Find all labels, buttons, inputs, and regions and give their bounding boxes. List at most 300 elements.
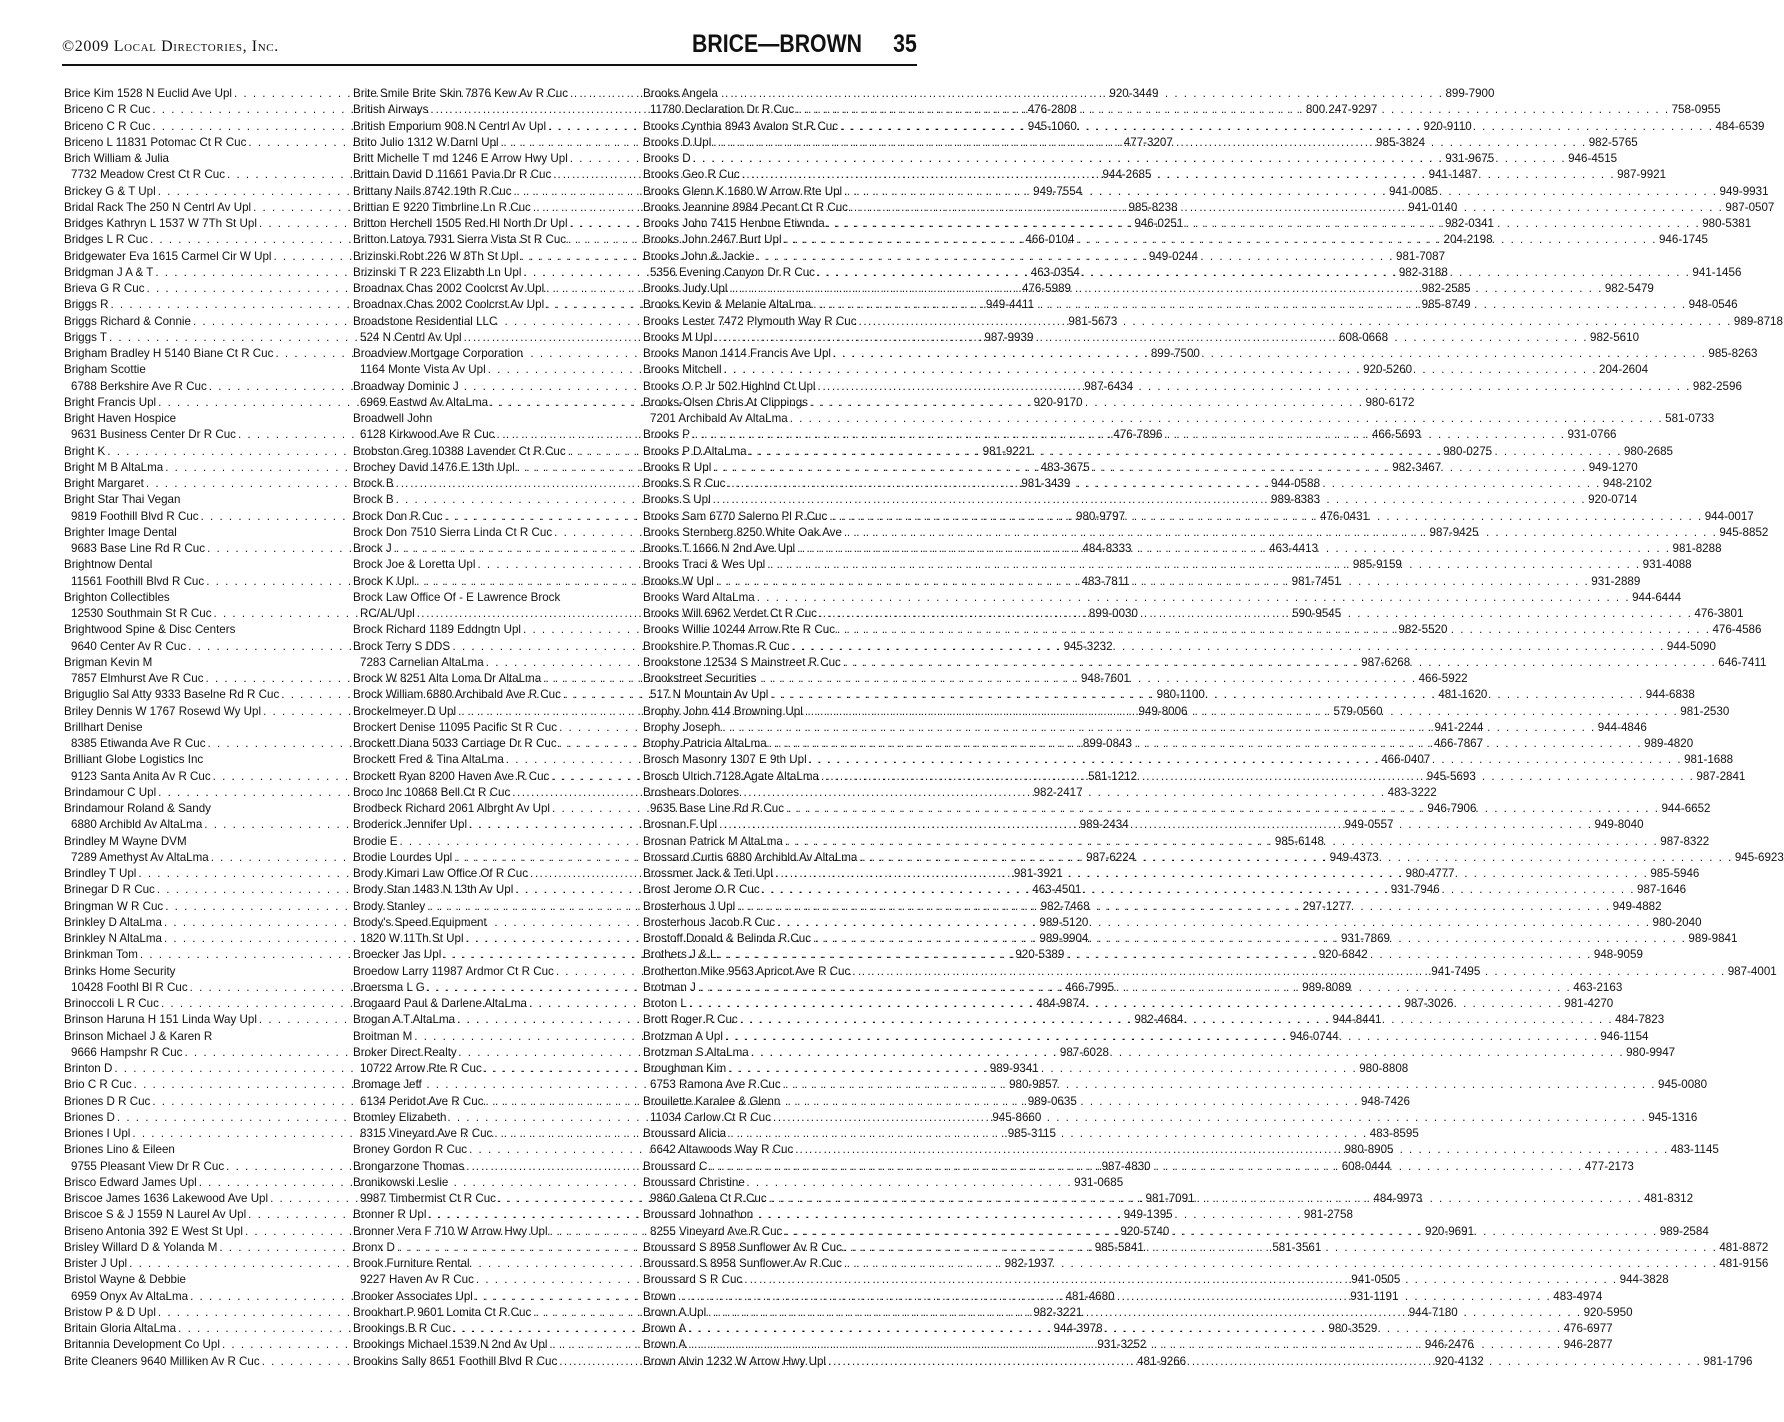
listing-phone: 949-4411 (985, 298, 1035, 312)
listing-phone: 944-3828 (1619, 1273, 1669, 1287)
listing-phone: 945-3232 (1063, 639, 1113, 653)
listing-phone: 980-0275 (1443, 444, 1493, 458)
listing-phone: 989-8718 (1733, 314, 1783, 328)
listing-phone: 949-4882 (1612, 899, 1662, 913)
listing-phone: 463-2163 (1573, 980, 1623, 994)
listing-name: Brooks M Upl (643, 330, 713, 344)
listing-name: Brizinski Robt 226 W 8Th St Upl (353, 249, 519, 263)
listing-phone: 800 247-9297 (1305, 103, 1378, 117)
listing-heading: Brouilette Karalee & Glenn (643, 1094, 781, 1108)
leader-dots (773, 1110, 1646, 1126)
listing-name: Brooks P D AltaLma (643, 444, 747, 458)
leader-dots (819, 606, 1692, 622)
leader-dots (837, 622, 1710, 638)
listing-phone: 989-0635 (1027, 1094, 1077, 1108)
listing-phone: 899-7900 (1445, 87, 1495, 100)
listing-name: Brooks O P Jr 502 Highlnd Ct Upl (643, 379, 816, 393)
listing-phone: 944-6838 (1645, 688, 1695, 702)
listing-phone: 982-5479 (1604, 282, 1654, 295)
listing-name: 1164 Monte Vista Av Upl (360, 363, 486, 377)
listing-heading: Broughman Kim (643, 1062, 727, 1075)
listing-name: Brookstone 12534 S Mainstreet R Cuc (643, 655, 841, 669)
listing-phone: 980-9947 (1626, 1045, 1676, 1059)
listing-name: Brooks Willie 10244 Arrow Rte R Cuc (643, 623, 836, 637)
listing-phone: 989-5120 (1039, 915, 1089, 929)
listing-heading: Brighter Image Dental (64, 525, 177, 539)
listing-name: Bridges Kathryn L 1537 W 7Th St Upl (64, 217, 257, 230)
leader-dots (744, 1272, 1617, 1288)
listing-phone: 920-9110 (1423, 119, 1472, 133)
listing-phone: 920-5740 (1120, 1224, 1170, 1238)
listing-name: Brosterhous Jacob R Cuc (643, 915, 776, 929)
listing-name: 7857 Elmhurst Ave R Cuc (71, 672, 204, 685)
listing-phone: 581-1212 (1088, 769, 1138, 783)
listing-phone: 948-9059 (1593, 948, 1643, 962)
listing-phone: 944-2685 (1102, 168, 1152, 182)
leader-dots (722, 720, 1595, 736)
listing-phone: 949-0557 (1344, 818, 1394, 832)
leader-dots (729, 281, 1602, 297)
listing-phone: 944-6444 (1632, 590, 1682, 604)
listing-name: Briones D (64, 1110, 115, 1124)
leader-dots (713, 460, 1586, 476)
leader-dots (708, 1305, 1581, 1321)
listing-phone: 941-0085 (1388, 184, 1438, 198)
listing-phone: 944-7180 (1408, 1305, 1458, 1319)
listing-phone: 985-5841 (1094, 1240, 1144, 1254)
listing-name: Bronner Vera F 710 W Arrow Hwy Upl (353, 1224, 548, 1238)
listing-phone: 982-3467 (1392, 460, 1442, 474)
listing-phone: 476-0431 (1319, 509, 1369, 523)
listing-phone: 981-7091 (1145, 1192, 1195, 1205)
listing-phone: 946-2877 (1563, 1338, 1613, 1352)
listing-phone: 949-0244 (1148, 249, 1198, 263)
listing-name: Brock W 8251 Alta Loma Dr AltaLma (353, 672, 542, 685)
listing-name: Brosterhous J Upl (643, 899, 736, 913)
listing-phone: 945-1316 (1648, 1110, 1698, 1124)
listing-name: Briley Dennis W 1767 Rosewd Wy Upl (64, 704, 262, 718)
leader-dots (805, 704, 1678, 720)
listing-name: Britain Gloria AltaLma (64, 1322, 177, 1335)
listing-phone: 949-7554 (1033, 184, 1083, 198)
listing-name: 7732 Meadow Crest Ct R Cuc (71, 168, 226, 182)
listing-phone: 987-8322 (1660, 834, 1710, 848)
leader-dots (786, 801, 1659, 817)
listing-name: Brookshire P Thomas R Cuc (643, 639, 790, 653)
listing-name: Brooks T 1666 N 2nd Ave Upl (643, 542, 796, 555)
listing-phone: 758-0955 (1671, 103, 1721, 117)
listing-name: 9635 Base Line Rd R Cuc (650, 802, 785, 815)
listing-phone: 987-2841 (1696, 769, 1746, 783)
listing-phone: 982-2417 (1033, 785, 1083, 799)
listing-phone: 931-0766 (1567, 428, 1617, 442)
listing-name: Brooks Jeannine 8984 Pecant Ct R Cuc (643, 200, 848, 214)
listing-phone: 946-1745 (1658, 233, 1708, 247)
listing-name: Brophy Joseph (643, 720, 721, 734)
listing-phone: 608-0668 (1339, 330, 1389, 344)
listing-heading: Brilliant Globe Logistics Inc (64, 753, 204, 767)
listing-phone: 980-8808 (1359, 1062, 1409, 1075)
listing-phone: 982-1937 (1004, 1257, 1054, 1270)
listing-name: Bridgewater Eva 1615 Carmel Cir W Upl (64, 249, 272, 263)
leader-dots (844, 1240, 1717, 1256)
listing-phone: 941-1487 (1428, 168, 1478, 182)
listing-name: Brockert Denise 11095 Pacific St R Cuc (353, 720, 558, 734)
listing-heading: Bright Star Thai Vegan (64, 493, 181, 507)
listing-heading: Brindamour Roland & Sandy (64, 802, 211, 815)
listing-phone: 989-8383 (1271, 493, 1321, 507)
listing-name: 9683 Base Line Rd R Cuc (71, 542, 206, 555)
leader-dots (494, 1126, 1367, 1142)
leader-dots (828, 1354, 1701, 1370)
listing-name: Brittany Nails 8742 19th R Cuc (353, 184, 512, 198)
leader-dots (775, 866, 1648, 882)
listing-phone: 981-7087 (1396, 249, 1446, 263)
leader-dots (199, 1175, 1072, 1191)
listing-phone: 483-1145 (1670, 1143, 1719, 1157)
listing-name: Brown A (643, 1322, 687, 1335)
listing-name: Brooks D Upl (643, 135, 712, 149)
listing-heading: Brooks-Olsen Chris At Clippings (643, 395, 808, 409)
listing-phone: 931-7946 (1390, 883, 1440, 897)
listing-name: Brooks John 2467 Burt Upl (643, 233, 782, 247)
listing-phone: 920-4132 (1434, 1354, 1484, 1368)
leader-dots (715, 330, 1588, 346)
listing-heading: Brinson Michael J & Karen R (64, 1029, 213, 1043)
listing-phone: 987-6268 (1361, 655, 1411, 669)
listing-phone: 981-9221 (982, 444, 1032, 458)
leader-dots (725, 1029, 1598, 1045)
listing-name: Bridgman J A & T (64, 265, 154, 279)
listing-phone: 920-6842 (1318, 948, 1368, 962)
listing-phone: 581-3561 (1272, 1240, 1322, 1254)
listing-name: 12530 Southmain St R Cuc (71, 607, 212, 620)
leader-dots (813, 297, 1686, 313)
listing-phone: 987-4001 (1727, 964, 1777, 978)
listing-name: Brongarzone Thomas (353, 1159, 465, 1173)
listing-phone: 987-6434 (1084, 379, 1134, 393)
listing-heading: Bromley Elizabeth (353, 1110, 447, 1124)
listing-name: Brockelmeyer D Upl (353, 704, 457, 718)
listing-phone: 484-6539 (1715, 119, 1765, 133)
listing-name: Brown (643, 1289, 676, 1303)
listing-name: Broadnax Chas 2002 Coolcrst Av Upl (353, 298, 545, 312)
listing-phone: 949-1395 (1123, 1208, 1173, 1222)
listing-phone: 981-3921 (1013, 867, 1063, 880)
listing-heading: Briones Lino & Eileen (64, 1143, 175, 1157)
listing-name: Briscoe S & J 1559 N Laurel Av Upl (64, 1208, 247, 1222)
listing-phone: 985-6148 (1274, 834, 1324, 848)
listing-name: 10428 Foothl Bl R Cuc (71, 980, 188, 994)
leader-dots (769, 736, 1642, 752)
listing-phone: 982-2596 (1692, 379, 1742, 393)
listing-name: Brookings B R Cuc (353, 1322, 451, 1335)
listing-name: Broussard S R Cuc (643, 1273, 743, 1287)
listing-name: Britton Herchell 1505 Red Hl North Dr Upl (353, 217, 568, 230)
listing-phone: 931-1191 (1350, 1289, 1399, 1303)
listing-phone: 945-8660 (992, 1110, 1042, 1124)
listing-name: Bringman W R Cuc (64, 899, 164, 913)
leader-dots (790, 411, 1663, 427)
listing-name: Brigham Bradley H 5140 Biane Ct R Cuc (64, 347, 274, 360)
listing-name: Brown A (643, 1338, 687, 1352)
leader-dots (797, 541, 1670, 557)
listing-phone: 980-4777 (1405, 867, 1455, 880)
listing-phone: 476-7896 (1113, 428, 1163, 442)
listing-name: Broussard C (643, 1159, 708, 1173)
listing-phone: 941-7495 (1431, 964, 1481, 978)
listing-phone: 920-5389 (1015, 948, 1065, 962)
leader-dots (740, 1012, 1613, 1028)
listing-name: Briguglio Sal Atty 9333 Baselne Rd R Cuc (64, 688, 280, 702)
leader-dots (767, 557, 1640, 573)
listing-name: Brooks Will 6962 Verdet Ct R Cuc (643, 607, 817, 620)
listing-phone: 204-2198 (1443, 233, 1493, 247)
listing-phone: 948-2102 (1602, 477, 1652, 490)
listing-phone: 484-8333 (1082, 542, 1132, 555)
listing-phone: 944-0017 (1704, 509, 1754, 523)
listing-name: Broitman M (353, 1029, 413, 1043)
listing-name: Broussard S 8958 Sunflower Av R Cuc (643, 1240, 842, 1254)
listing-name: Broadnax Chas 2002 Coolcrst Av Upl (353, 282, 545, 295)
listing-name: 11561 Foothill Blvd R Cuc (71, 574, 205, 588)
listing-phone: 944-8441 (1332, 1013, 1382, 1027)
listing-phone: 484-9973 (1373, 1192, 1423, 1205)
listing-name: Brooks Mitchell (643, 363, 722, 377)
listing-phone: 899-0030 (1088, 607, 1138, 620)
listing-name: Brossard Curtis 6880 Archibld Av AltaLma (643, 850, 858, 864)
listing-phone: 980-9797 (1076, 509, 1126, 523)
listing-heading: Brock Terry S DDS (353, 639, 451, 653)
listing-phone: 985-9159 (1352, 558, 1402, 572)
listing-phone: 945-1060 (1027, 119, 1077, 133)
listing-name: Brooks Sternberg 8250 White Oak Ave (643, 525, 842, 539)
listing-phone: 980-1100 (1156, 688, 1205, 702)
listing-heading: Brook Furniture Rental (353, 1257, 470, 1270)
listing-phone: 466-0104 (1025, 233, 1075, 247)
listing-phone: 481-8872 (1719, 1240, 1769, 1254)
listing-name: Brinkman Tom (64, 948, 138, 962)
listing-phone: 931-9675 (1445, 152, 1495, 165)
listing-name: Brock Don R Cuc (353, 509, 443, 523)
listing-phone: 920-9691 (1425, 1224, 1475, 1238)
leader-dots (817, 265, 1690, 281)
listing-name: Brooks Glenn K 1680 W Arrow Rte Upl (643, 184, 843, 198)
listing-name: Bright Margaret (64, 477, 144, 490)
listing-name: Brittain David D 11661 Pavia Dr R Cuc (353, 168, 552, 182)
listing-heading: Brinks Home Security (64, 964, 176, 978)
listing-name: Brossmer Jack & Teri Upl (643, 867, 773, 880)
listing-name: Brochey David 1476 E 13th Upl (353, 460, 515, 474)
listing-name: Brock K Upl (353, 574, 415, 588)
listing-name: Brophy Patricia AltaLma (643, 737, 767, 750)
listing-name: Brosch Ulrich 7128 Agate AltaLma (643, 769, 819, 783)
listing-phone: 581-0733 (1665, 412, 1715, 425)
listing-name: Brosch Masonry 1307 E 9th Upl (643, 753, 807, 767)
listing-name: Bridal Rack The 250 N Centrl Av Upl (64, 200, 252, 214)
leader-dots (777, 915, 1650, 931)
listing-phone: 899-7500 (1150, 347, 1200, 360)
leader-dots (716, 574, 1589, 590)
listing-phone: 944-6652 (1661, 802, 1711, 815)
listing-phone: 466-7995 (1065, 980, 1115, 994)
listing-heading: Brigman Kevin M (64, 655, 153, 669)
leader-dots (809, 752, 1682, 768)
listing-phone: 941-1456 (1692, 265, 1742, 279)
leader-dots (769, 1191, 1642, 1207)
listing-name: Bronner R Upl (353, 1208, 427, 1222)
listing-phone: 646-7411 (1718, 655, 1767, 669)
listing-name: Brock B (353, 493, 394, 507)
leader-dots (737, 899, 1610, 915)
listing-phone: 483-8595 (1369, 1127, 1419, 1140)
listing-name: Brock Richard 1189 Eddngtn Upl (353, 623, 521, 637)
leader-dots (843, 655, 1716, 671)
leader-dots (688, 1337, 1561, 1353)
listing-phone: 463-0354 (1030, 265, 1080, 279)
listing-name: Brock Don 7510 Sierra Linda Ct R Cuc (353, 525, 553, 539)
listing-heading: Broadstone Residential LLC (353, 314, 498, 328)
listing-phone: 987-6028 (1059, 1045, 1109, 1059)
listing-heading: Broshears Dolores (643, 785, 740, 799)
leader-dots (742, 167, 1615, 183)
leader-dots (840, 119, 1713, 135)
listing-phone: 981-1796 (1703, 1354, 1753, 1368)
leader-dots (859, 850, 1732, 866)
listing-name: Brooks D (643, 152, 691, 165)
leader-dots (724, 362, 1597, 378)
listing-name: Brooks Sam 6770 Salerno Pl R Cuc (643, 509, 828, 523)
listing-phone: 989-8089 (1302, 980, 1352, 994)
listing-name: Brooker Associates Upl (353, 1289, 473, 1303)
listing-name: Bright M B AltaLma (64, 460, 164, 474)
listing-phone: 982-7468 (1040, 899, 1090, 913)
leader-dots (693, 151, 1566, 167)
listing-name: 5356 Evening Canyon Dr R Cuc (650, 265, 815, 279)
listing-name: 7283 Carnelian AltaLma (360, 655, 484, 669)
listing-phone: 476-5989 (1021, 282, 1071, 295)
listing-name: Brock Joe & Loretta Upl (353, 558, 476, 572)
listing-phone: 483-4974 (1553, 1289, 1603, 1303)
listing-phone: 477-3207 (1123, 135, 1173, 149)
listing-name: British Airways (353, 103, 429, 117)
listing-phone: 920-9170 (1033, 395, 1083, 409)
listing-name: Brooks Judy Upl (643, 282, 728, 295)
listing-phone: 941-2244 (1434, 720, 1484, 734)
listing-phone: 987-6224 (1086, 850, 1136, 864)
listing-phone: 944-4846 (1597, 720, 1647, 734)
listing-heading: Broadway Dominic J (353, 379, 459, 393)
listing-name: Brooks P (643, 428, 691, 442)
listing-phone: 466-5693 (1371, 428, 1421, 442)
listing-name: 6969 Eastwd Av AltaLma (360, 395, 489, 409)
listing-phone: 981-2758 (1303, 1208, 1353, 1222)
leader-dots (757, 590, 1630, 606)
listing-name: Brinegar D R Cuc (64, 883, 155, 897)
listing-phone: 931-7869 (1340, 932, 1390, 945)
listing-phone: 980-2040 (1652, 915, 1702, 929)
listing-phone: 944-3978 (1053, 1322, 1103, 1335)
listing-name: 8385 Etiwanda Ave R Cuc (71, 737, 206, 750)
listing-name: Brosnan F Upl (643, 818, 718, 832)
listing-phone: 944-0588 (1271, 477, 1321, 490)
listing-name: Brooks Cynthia 8943 Avalon St R Cuc (643, 119, 839, 133)
listing-phone: 987-9425 (1429, 525, 1479, 539)
listing-name: Broco Inc 10868 Bell Ct R Cuc (353, 785, 511, 799)
listing-phone: 982-0341 (1445, 217, 1494, 230)
leader-dots (709, 1159, 1582, 1175)
leader-dots (791, 639, 1664, 655)
listing-phone: 466-5922 (1418, 672, 1468, 685)
listing-entry (643, 411, 1715, 427)
listing-heading: Brooks Angela (643, 87, 718, 100)
listing-phone: 579-0560 (1333, 704, 1383, 718)
listing-phone: 948-0546 (1688, 298, 1738, 312)
listing-name: Brockett Ryan 8200 Haven Ave R Cuc (353, 769, 550, 783)
listing-heading: Bromage Jeff (353, 1078, 422, 1092)
page-title: BRICE—BROWN (692, 30, 862, 58)
listing-phone: 949-8006 (1138, 704, 1188, 718)
leader-dots (844, 525, 1717, 541)
header-rule (62, 64, 917, 66)
leader-dots (490, 395, 1363, 411)
listing-name: Brotzman A Upl (643, 1029, 723, 1043)
listing-phone: 204-2604 (1599, 363, 1649, 377)
leader-dots (698, 980, 1571, 996)
leader-dots (689, 996, 1562, 1012)
listing-phone: 985-3115 (1007, 1127, 1056, 1140)
listing-phone: 989-4820 (1644, 737, 1694, 750)
listing-name: 8255 Vineyard Ave R Cuc (650, 1224, 783, 1238)
leader-dots (770, 687, 1643, 703)
listing-name: Brittian E 9220 Timbrline Ln R Cuc (353, 200, 531, 214)
leader-dots (692, 427, 1565, 443)
listing-name: Brosnan Patrick M AltaLma (643, 834, 783, 848)
listing-phone: 949-8040 (1594, 818, 1644, 832)
listing-phone: 466-0407 (1381, 753, 1431, 767)
listing-name: Brogan A T AltaLma (353, 1013, 456, 1027)
listing-name: 9987 Timbermist Ct R Cuc (360, 1192, 496, 1205)
listing-name: Brost Jerome O R Cuc (643, 883, 760, 897)
listing-name: Brodie E (353, 834, 398, 848)
listing-name: 6880 Archibld Av AltaLma (71, 818, 203, 832)
leader-dots (751, 1045, 1624, 1061)
listing-heading: Brillhart Denise (64, 720, 143, 734)
listing-name: 517 N Mountain Av Upl (650, 688, 769, 702)
listing-name: Brooks Manon 1414 Francis Ave Upl (643, 347, 831, 360)
leader-dots (827, 216, 1700, 232)
listing-name: Broussard S 8958 Sunflower Av R Cuc (643, 1257, 842, 1270)
leader-dots (762, 882, 1635, 898)
leader-dots (813, 931, 1686, 947)
listing-name: Bronx D (353, 1240, 395, 1254)
listing-name: Brooks W Upl (643, 574, 714, 588)
listing-name: 8315 Vineyard Ave R Cuc (360, 1127, 493, 1140)
listing-phone: 945-0080 (1658, 1078, 1708, 1092)
listing-name: Brotman J (643, 980, 696, 994)
leader-dots (817, 379, 1690, 395)
listing-name: Broersma L G (353, 980, 425, 994)
leader-dots (844, 1256, 1717, 1272)
listing-phone: 483-3222 (1387, 785, 1437, 799)
listing-phone: 948-7601 (1080, 672, 1130, 685)
listing-name: Briones I Upl (64, 1127, 131, 1140)
listing-name: 7289 Amethyst Av AltaLma (71, 850, 209, 864)
listing-name: 6642 Altawoods Way R Cuc (650, 1143, 794, 1157)
listing-name: Brooks Lester 7472 Plymouth Way R Cuc (643, 314, 857, 328)
listing-name: Brockett Diana 5033 Carriage Dr R Cuc (353, 737, 557, 750)
leader-dots (796, 102, 1669, 118)
